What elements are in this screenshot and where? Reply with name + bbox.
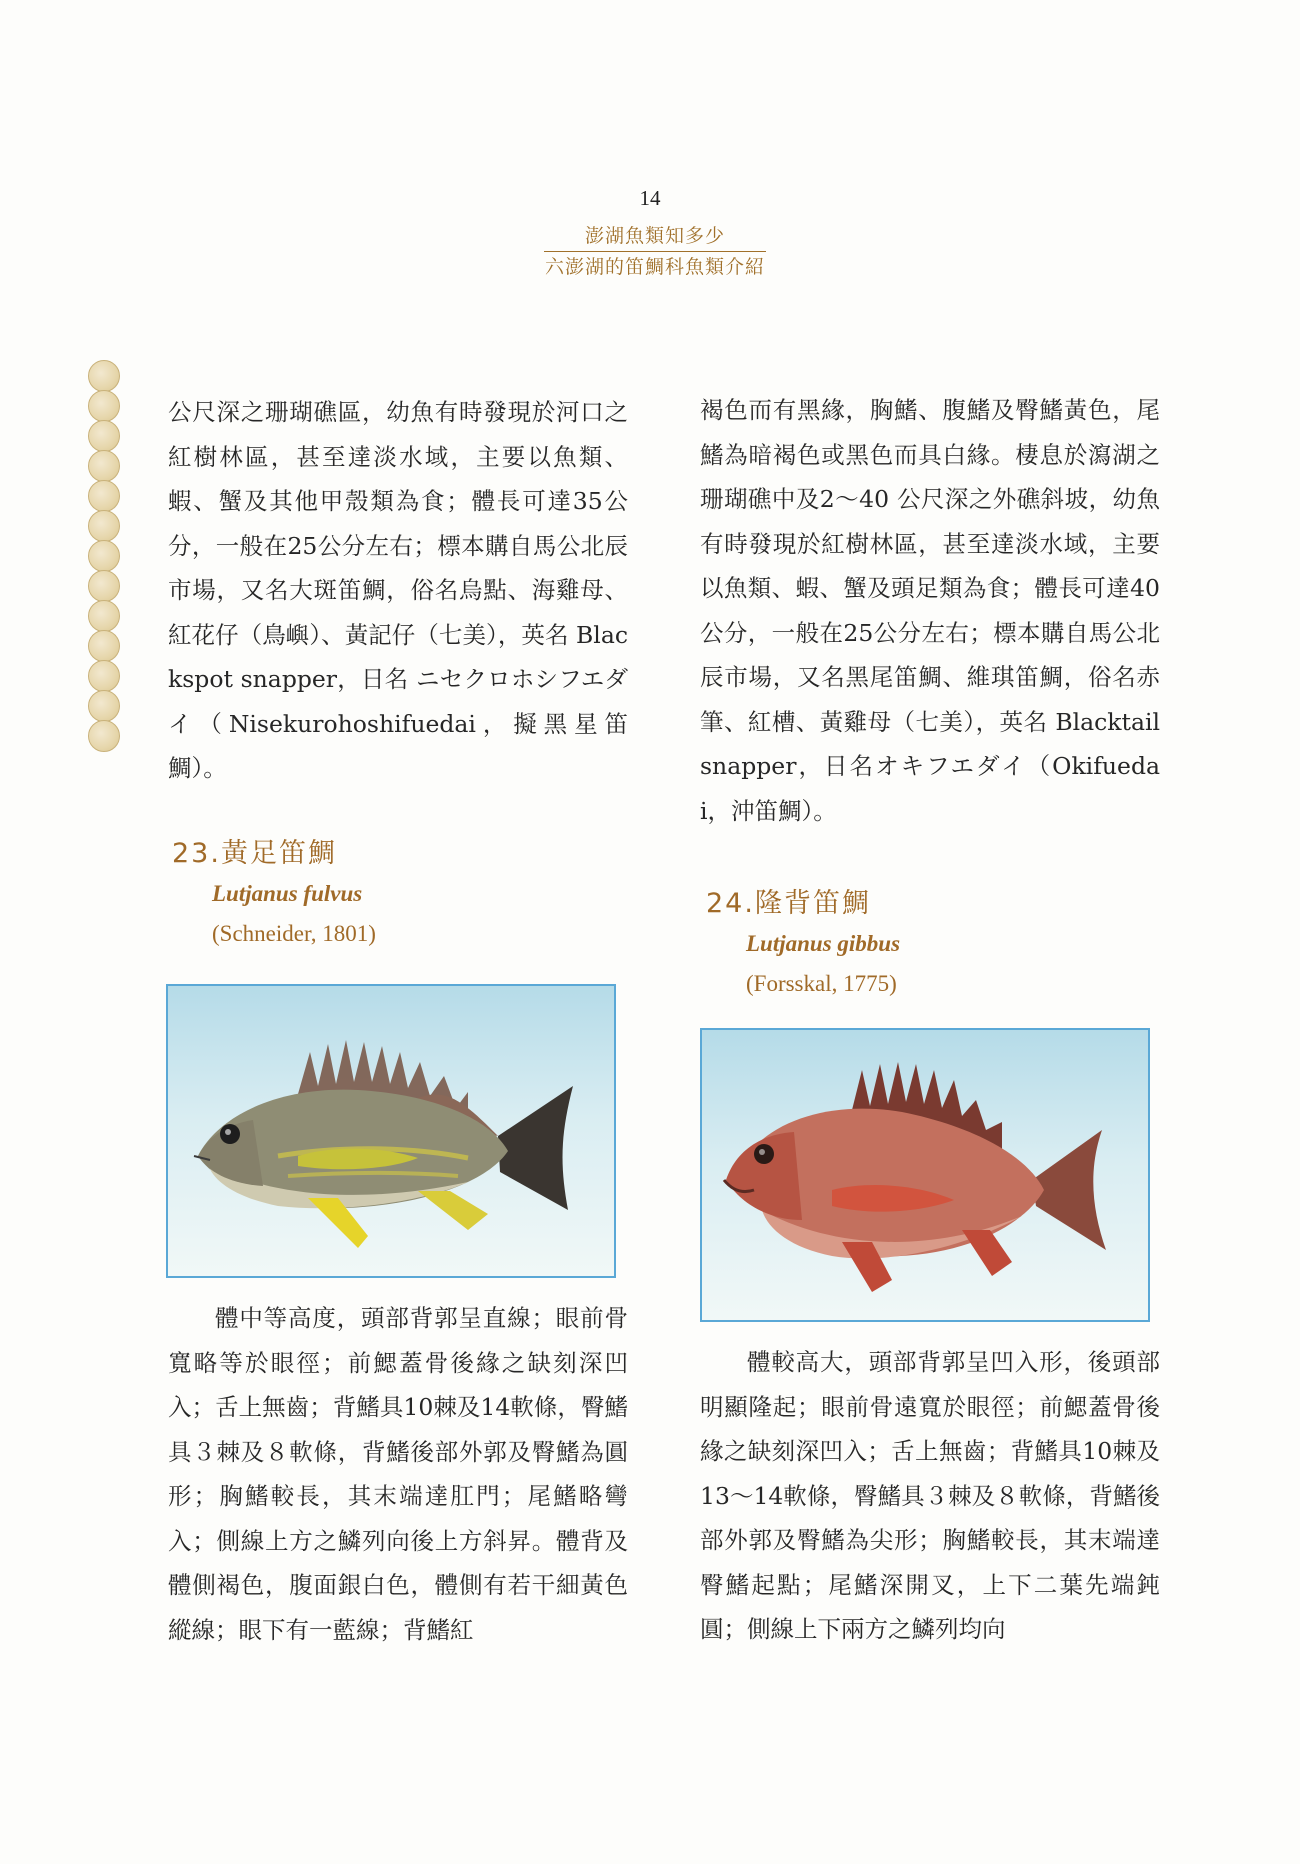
running-header-divider bbox=[544, 251, 766, 252]
decorative-circle bbox=[88, 510, 120, 542]
decorative-circle bbox=[88, 420, 120, 452]
yellowfin-snapper-illustration bbox=[168, 986, 616, 1278]
running-header bbox=[540, 222, 770, 281]
running-header-title: 澎湖魚類知多少 bbox=[584, 225, 725, 247]
decorative-circle bbox=[88, 570, 120, 602]
decorative-circle bbox=[88, 360, 120, 392]
species-heading: 23.黃足笛鯛 bbox=[172, 838, 337, 869]
humpback-snapper-illustration bbox=[702, 1030, 1150, 1322]
left-column-top bbox=[168, 390, 628, 791]
decorative-circle-strip bbox=[86, 360, 122, 780]
decorative-circle bbox=[88, 600, 120, 632]
right-description-paragraph: 體較高大，頭部背郭呈凹入形，後頭部明顯隆起；眼前骨遠寬於眼徑；前鰓蓋骨後緣之缺刻深凹入；舌上無齒；背鰭具10棘及13～14軟條，臀鰭具３棘及８軟條，背鰭後部外郭及臀鰭為尖形；胸鰭較長，其末端達臀鰭起點；尾鰭深開叉，上下二葉先端鈍圓；側線上下兩方之鱗列均向 bbox=[700, 1348, 1160, 1643]
page-number: 14 bbox=[639, 186, 661, 210]
species-24-header bbox=[706, 884, 1166, 1004]
left-paragraph-continued: 公尺深之珊瑚礁區，幼魚有時發現於河口之紅樹林區，甚至達淡水域，主要以魚類、蝦、蟹及其他甲殼類為食；體長可達35公分，一般在25公分左右；標本購自馬公北辰市場，又名大斑笛鯛，俗名烏點、海雞母、紅花仔（鳥嶼）、黃記仔（七美），英名 Blackspot snapper，日名 ニセクロホシフエダイ（Nisekurohoshifuedai，擬黑星笛鯛）。 bbox=[168, 398, 628, 782]
scientific-name: Lutjanus fulvus bbox=[212, 881, 363, 906]
author-citation: (Schneider, 1801) bbox=[212, 921, 376, 946]
decorative-circle bbox=[88, 660, 120, 692]
decorative-circle bbox=[88, 690, 120, 722]
species-23-header bbox=[172, 834, 632, 954]
decorative-circle bbox=[88, 720, 120, 752]
left-description-paragraph: 體中等高度，頭部背郭呈直線；眼前骨寬略等於眼徑；前鰓蓋骨後緣之缺刻深凹入；舌上無齒；背鰭具10棘及14軟條，臀鰭具３棘及８軟條，背鰭後部外郭及臀鰭為圓形；胸鰭較長，其末端達肛門；尾鰭略彎入；側線上方之鱗列向後上方斜昇。體背及體側褐色，腹面銀白色，體側有若干細黃色縱線；眼下有一藍線；背鰭紅 bbox=[168, 1304, 628, 1644]
scientific-name: Lutjanus gibbus bbox=[746, 931, 901, 956]
running-header-subtitle: 六澎湖的笛鯛科魚類介紹 bbox=[544, 256, 765, 278]
fish-photo-lutjanus-fulvus bbox=[166, 984, 616, 1278]
decorative-circle bbox=[88, 540, 120, 572]
decorative-circle bbox=[88, 390, 120, 422]
decorative-circle bbox=[88, 480, 120, 512]
author-citation: (Forsskal, 1775) bbox=[746, 971, 897, 996]
right-paragraph-continued: 褐色而有黑緣，胸鰭、腹鰭及臀鰭黃色，尾鰭為暗褐色或黑色而具白緣。棲息於瀉湖之珊瑚礁中及2～40 公尺深之外礁斜坡，幼魚有時發現於紅樹林區，甚至達淡水域，主要以魚類、蝦、蟹及頭足類為食；體長可達40公分，一般在25公分左右；標本購自馬公北辰市場，又名黑尾笛鯛、維琪笛鯛，俗名赤筆、紅槽、黃雞母（七美），英名 Blacktail snapper，日名オキフエダイ（Okifuedai，沖笛鯛）。 bbox=[700, 396, 1160, 825]
species-heading: 24.隆背笛鯛 bbox=[706, 888, 871, 919]
decorative-circle bbox=[88, 630, 120, 662]
fish-photo-lutjanus-gibbus bbox=[700, 1028, 1150, 1322]
right-column-top bbox=[700, 388, 1160, 833]
right-column-bottom bbox=[700, 1340, 1160, 1652]
decorative-circle bbox=[88, 450, 120, 482]
left-column-bottom bbox=[168, 1296, 628, 1652]
